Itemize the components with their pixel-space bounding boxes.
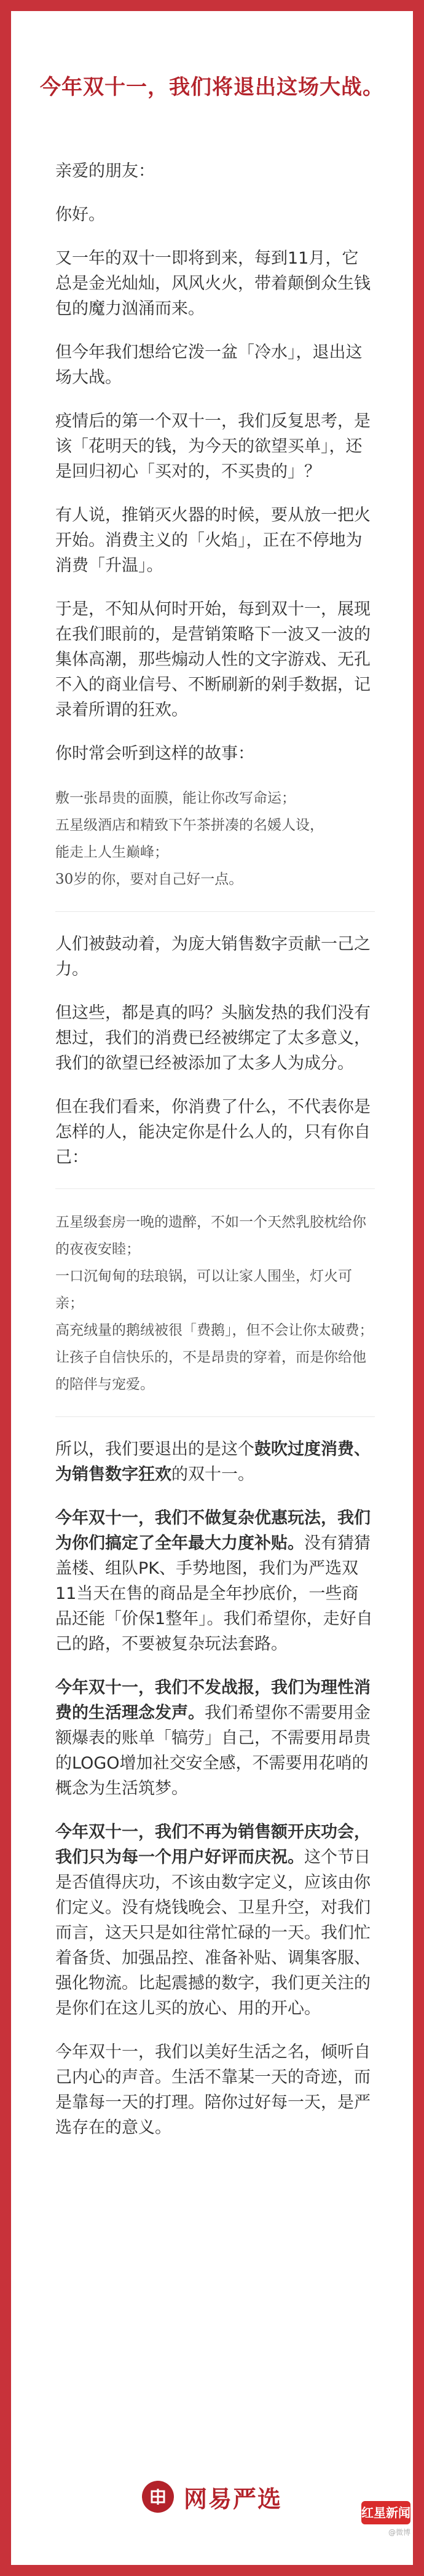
quote-line: 30岁的你，要对自己好一点。 <box>55 871 243 887</box>
brand-logo-glyph <box>147 2486 168 2507</box>
paragraph-13-heading: 今年双十一，我们不再为销售额开庆功会，我们只为每一个用户好评而庆祝。 <box>55 1823 371 1867</box>
paragraph-9: 但在我们看来，你消费了什么，不代表你是怎样的人，能决定你是什么人的，只有你自己： <box>55 1098 371 1167</box>
paragraph-10-emphasis: 鼓吹过度消费、为销售数字狂欢 <box>55 1440 371 1484</box>
watermark-handle: @微博 <box>388 2528 410 2537</box>
quote-block-2 <box>55 1209 375 1398</box>
paragraph-3: 疫情后的第一个双十一，我们反复思考，是该「花明天的钱，为今天的欲望买单」，还是回归初心「买对的，不买贵的」？ <box>55 412 371 481</box>
quote-line: 让孩子自信快乐的，不是昂贵的穿着，而是你给他的陪伴与宠爱。 <box>55 1349 366 1392</box>
quote-line: 五星级酒店和精致下午茶拼凑的名媛人设， <box>55 817 324 833</box>
watermark-badge: 红星新闻 <box>361 2501 410 2524</box>
quote-line: 五星级套房一晚的遗醉，不如一个天然乳胶枕给你的夜夜安睦； <box>55 1214 366 1257</box>
paragraph-hello: 你好。 <box>55 205 105 224</box>
paragraph-10 <box>55 1437 375 1487</box>
paragraph-6: 你时常会听到这样的故事： <box>55 744 254 763</box>
brand-name: 网易严选 <box>183 2485 282 2513</box>
paragraph-12 <box>55 1675 375 1801</box>
divider <box>55 911 375 912</box>
paragraph-1: 又一年的双十一即将到来，每到11月，它总是金光灿灿，风风火火，带着颠倒众生钱包的魔力汹涌而来。 <box>55 249 371 318</box>
paragraph-12-text: 我们希望你不需要用金额爆表的账单「犒劳」自己，不需要用昂贵的LOGO增加社交安全感，不需要用花哨的概念为生活筑梦。 <box>55 1703 371 1798</box>
paragraph-11 <box>55 1506 375 1657</box>
quote-line: 能走上人生巅峰； <box>55 844 168 860</box>
paragraph-11-text: 没有猜猜盖楼、组队PK、手势地图，我们为严选双11当天在售的商品是全年抄底价，一些商品还能「价保1整年」。我们希望你，走好自己的路，不要被复杂玩法套路。 <box>55 1534 373 1654</box>
paragraph-10-lead: 所以，我们要退出的是这个 <box>55 1440 254 1459</box>
divider <box>55 1188 375 1189</box>
paragraph-13-text: 这个节日是否值得庆功，不该由数字定义，应该由你们定义。没有烧钱晚会、卫星升空，对我们而言，这天只是如往常忙碌的一天。我们忙着备货、加强品控、准备补贴、调集客服、强化物流。比起震撼的数字，我们更关注的是你们在这儿买的放心、用的开心。 <box>55 1848 371 2018</box>
letter-card <box>11 11 413 2565</box>
page-title: 今年双十一，我们将退出这场大战。 <box>40 75 384 100</box>
paragraph-2: 但今年我们想给它泼一盆「冷水」，退出这场大战。 <box>55 343 363 387</box>
paragraph-12-heading: 今年双十一，我们不发战报，我们为理性消费的生活理念发声。 <box>55 1678 371 1722</box>
greeting: 亲爱的朋友： <box>55 162 155 181</box>
paragraph-8: 但这些，都是真的吗？头脑发热的我们没有想过，我们的消费已经被绑定了太多意义，我们的欲望已经被添加了太多人为成分。 <box>55 1003 371 1073</box>
paragraph-5: 于是，不知从何时开始，每到双十一，展现在我们眼前的，是营销策略下一波又一波的集体高潮，那些煽动人性的文字游戏、无孔不入的商业信号、不断刷新的剁手数据，记录着所谓的狂欢。 <box>55 600 371 720</box>
quote-line: 高充绒量的鹅绒被很「费鹅」，但不会让你太破费； <box>55 1322 374 1338</box>
paragraph-13 <box>55 1820 375 2021</box>
quote-line: 敷一张昂贵的面膜，能让你改写命运； <box>55 790 296 806</box>
divider <box>55 1416 375 1417</box>
letter-body <box>55 159 375 2159</box>
paragraph-14: 今年双十一，我们以美好生活之名，倾听自己内心的声音。生活不靠某一天的奇迹，而是靠每一天的打理。陪你过好每一天，是严选存在的意义。 <box>55 2043 371 2137</box>
quote-line: 一口沉甸甸的珐琅锅，可以让家人围坐，灯火可亲； <box>55 1268 352 1311</box>
quote-block-1 <box>55 785 375 893</box>
paragraph-11-heading: 今年双十一，我们不做复杂优惠玩法，我们为你们搞定了全年最大力度补贴。 <box>55 1509 371 1553</box>
paragraph-4: 有人说，推销灭火器的时候，要从放一把火开始。消费主义的「火焰」，正在不停地为消费「升温」。 <box>55 506 371 575</box>
paragraph-7: 人们被鼓动着，为庞大销售数字贡献一己之力。 <box>55 935 371 979</box>
brand-logo-icon <box>142 2481 174 2513</box>
paragraph-10-tail: 的双十一。 <box>171 1465 254 1484</box>
news-watermark <box>351 2501 410 2538</box>
